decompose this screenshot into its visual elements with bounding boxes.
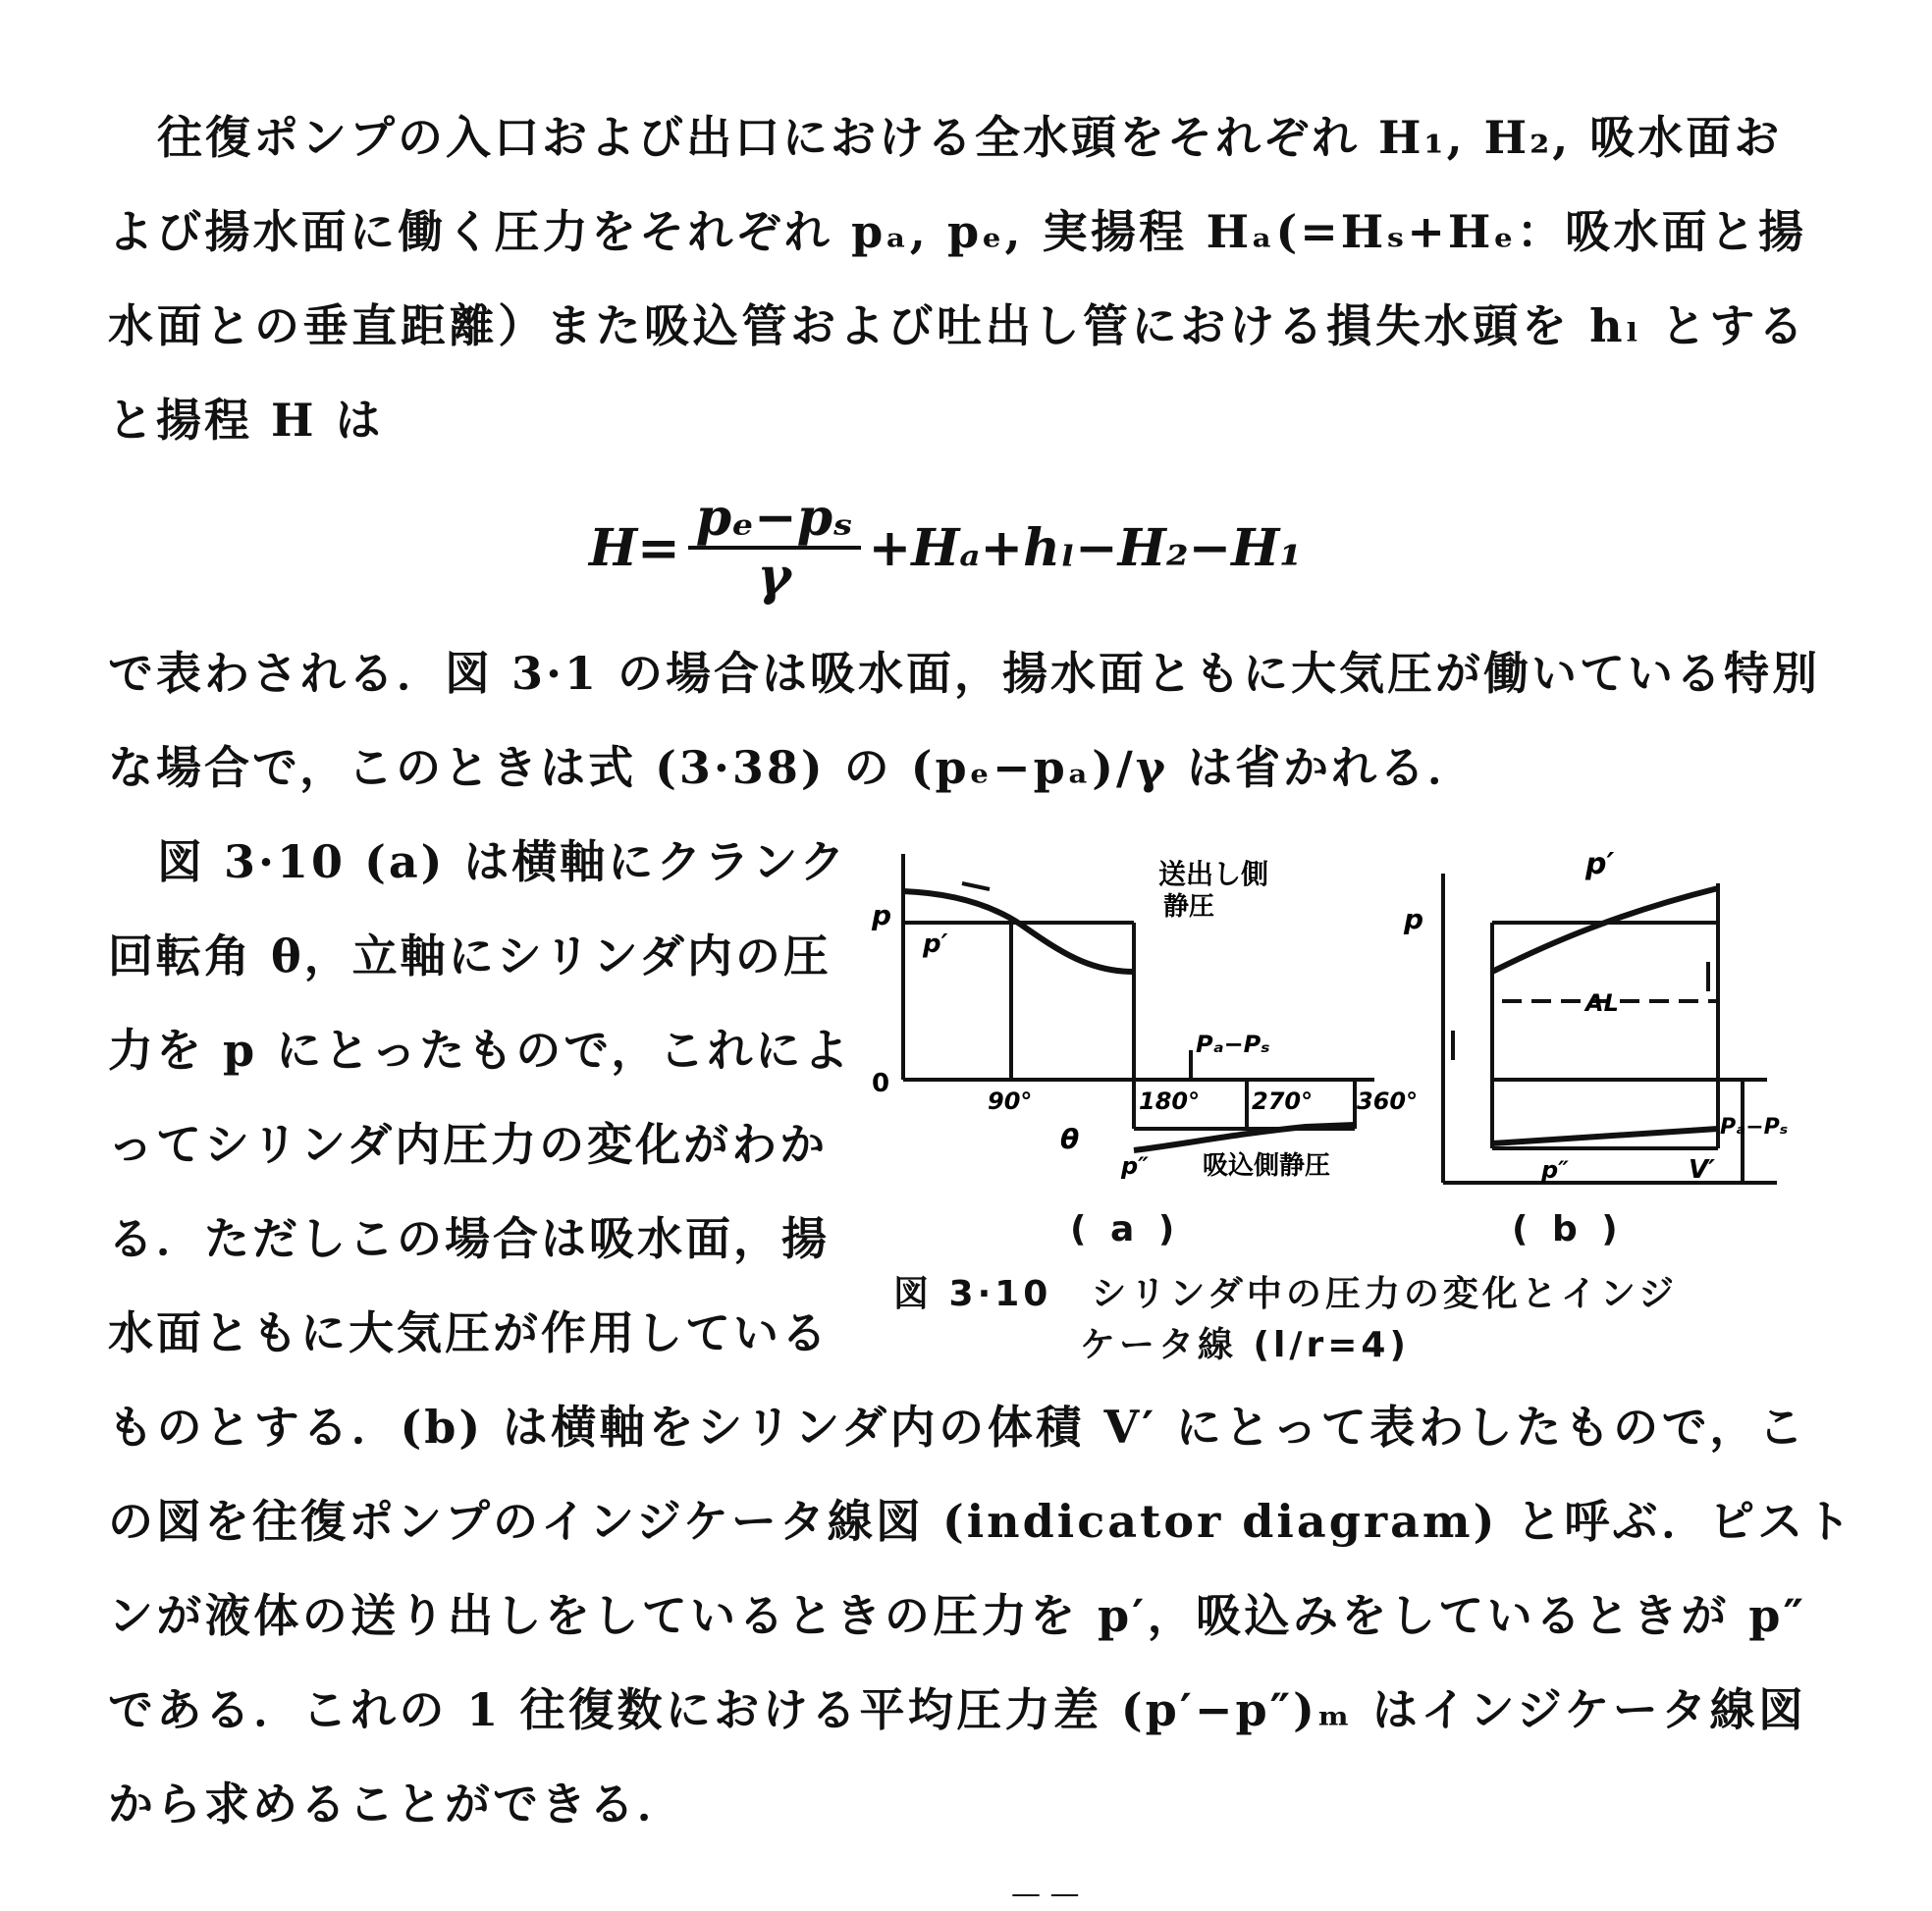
figure-a-label-180: 180° xyxy=(1139,1088,1201,1115)
text-line: ってシリンダ内圧力の変化がわか xyxy=(108,1118,829,1171)
figure-a-sublabel: ( a ) xyxy=(1070,1209,1181,1249)
figure-a-label-p-double: p″ xyxy=(1121,1152,1149,1180)
figure-a-label-270: 270° xyxy=(1252,1088,1314,1115)
equation-lhs: H= xyxy=(589,517,680,578)
figure-a-label-90: 90° xyxy=(988,1088,1033,1115)
text-line: である．これの 1 往復数における平均圧力差 (p′−p″)ₘ はインジケータ線図 xyxy=(108,1683,1806,1736)
figure-a-label-suction: 吸込側静圧 xyxy=(1203,1151,1331,1181)
text-line: から求めることができる． xyxy=(108,1778,685,1831)
text-line: 図 3·10 (a) は横軸にクランク xyxy=(157,835,848,888)
figure-b-label-p-prime: p′ xyxy=(1585,847,1615,881)
text-line: ンが液体の送り出しをしているときの圧力を p′，吸込みをしているときが p″ xyxy=(108,1589,1806,1642)
figure-a-label-diff: Pₐ−Pₛ xyxy=(1196,1031,1270,1058)
figure-b-sublabel: ( b ) xyxy=(1512,1209,1624,1249)
figure-b-label-AL: AL xyxy=(1585,989,1619,1017)
figure-a-label-360: 360° xyxy=(1357,1088,1419,1115)
figure-caption-line-1: 図 3·10 シリンダ中の圧力の変化とインジ xyxy=(893,1274,1679,1314)
equation-denominator: γ xyxy=(757,547,791,607)
text-line: 水面との垂直距離）また吸込管および吐出し管における損失水頭を hₗ とする xyxy=(108,299,1806,352)
figure-b xyxy=(1404,844,1797,1227)
text-line: 水面ともに大気圧が作用している xyxy=(108,1306,830,1359)
text-line: と揚程 H は xyxy=(108,394,384,447)
figure-a-arrow xyxy=(962,883,990,889)
figure-b-label-V: V′ xyxy=(1689,1155,1715,1185)
figure-b-suction-curve xyxy=(1492,1129,1718,1143)
figure-a-label-zero: 0 xyxy=(872,1069,890,1098)
figure-a xyxy=(864,844,1419,1237)
figure-a-label-p: p xyxy=(872,899,892,931)
equation-fraction xyxy=(688,488,861,607)
figure-b-delivery-curve xyxy=(1492,888,1718,972)
text-line: の図を往復ポンプのインジケータ線図 (indicator diagram) と呼ぶ．ピスト xyxy=(108,1495,1854,1548)
equation xyxy=(589,489,1302,607)
equation-numerator: pₑ−pₛ xyxy=(688,491,861,550)
text-line: 回転角 θ，立軸にシリンダ内の圧 xyxy=(108,929,832,982)
figure-caption-line-2: ケータ線 (l/r=4) xyxy=(1080,1325,1410,1365)
text-line: ものとする．(b) は横軸をシリンダ内の体積 V′ にとって表わしたもので，こ xyxy=(108,1401,1806,1454)
text-line: 力を p にとったもので，これによ xyxy=(108,1024,852,1077)
equation-rest: +Hₐ+hₗ−H₂−H₁ xyxy=(868,517,1303,578)
page-number: — — xyxy=(1011,1877,1080,1911)
figure-b-label-p-double: p″ xyxy=(1541,1156,1569,1184)
text-line: で表わされる．図 3·1 の場合は吸水面，揚水面ともに大気圧が働いている特別 xyxy=(108,647,1821,700)
text-line: 往復ポンプの入口および出口における全水頭をそれぞれ H₁, H₂, 吸水面お xyxy=(157,111,1783,164)
figure-a-label-delivery-2: 静圧 xyxy=(1163,892,1215,922)
text-line: よび揚水面に働く圧力をそれぞれ pₐ, pₑ, 実揚程 Hₐ(=Hₛ+Hₑ：吸水面と揚 xyxy=(108,205,1806,258)
figure-a-label-p-prime: p′ xyxy=(923,929,948,959)
figure-b-label-p: p xyxy=(1404,903,1424,935)
text-line: な場合で，このときは式 (3·38) の (pₑ−pₐ)/γ は省かれる． xyxy=(108,741,1476,794)
figure-b-label-diff: Pₐ−Pₛ xyxy=(1720,1115,1789,1140)
figure-a-label-delivery: 送出し側 xyxy=(1158,858,1269,890)
figure-a-label-theta: θ xyxy=(1060,1123,1080,1155)
text-line: る．ただしこの場合は吸水面，揚 xyxy=(108,1212,830,1265)
